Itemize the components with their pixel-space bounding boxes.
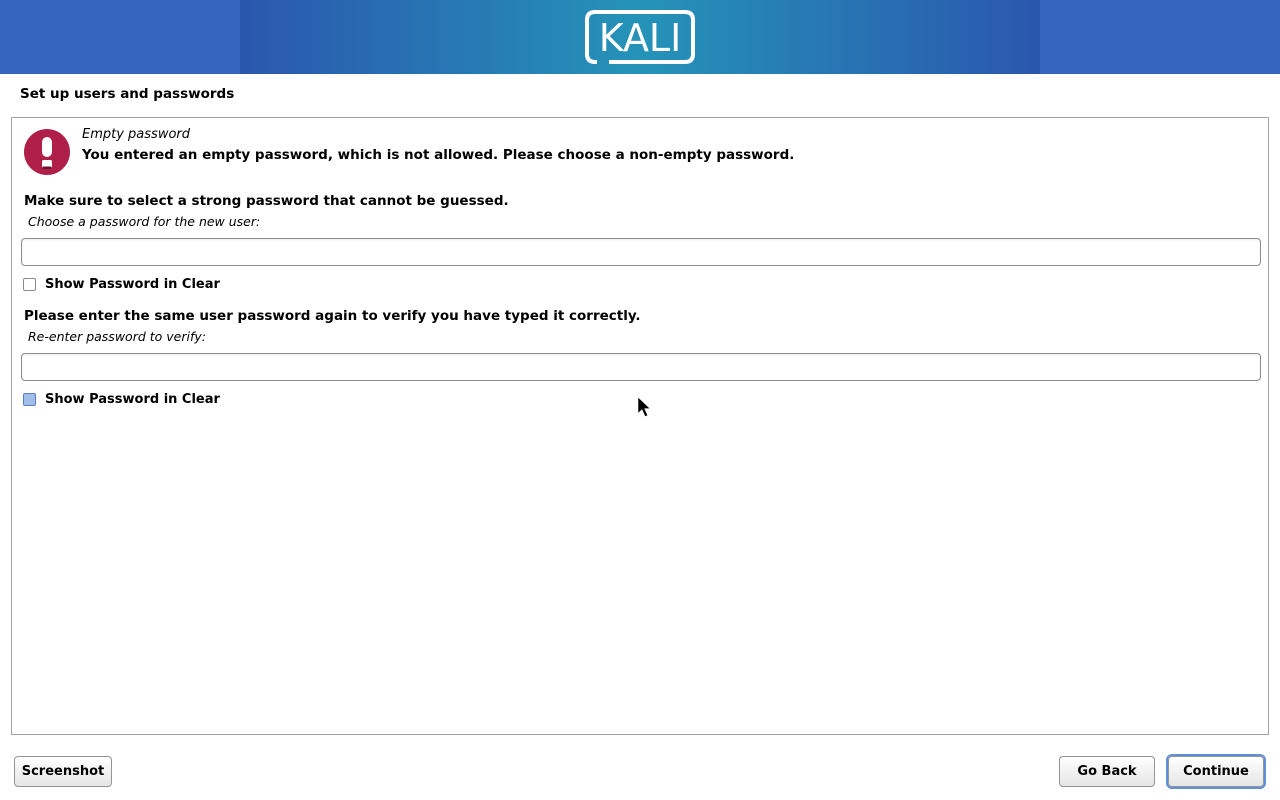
screenshot-button[interactable]: Screenshot: [14, 756, 112, 787]
show-password-verify-row[interactable]: [23, 392, 220, 407]
strong-password-note: Make sure to select a strong password that cannot be guessed.: [24, 193, 509, 209]
verify-label: Re-enter password to verify:: [28, 329, 206, 344]
continue-button[interactable]: Continue: [1168, 756, 1264, 787]
show-password-verify-label: Show Password in Clear: [45, 392, 220, 407]
password-label: Choose a password for the new user:: [28, 214, 261, 229]
kali-logo: [583, 10, 697, 64]
show-password-row[interactable]: [23, 277, 220, 292]
header-banner: [0, 0, 1280, 74]
show-password-label: Show Password in Clear: [45, 277, 220, 292]
show-password-checkbox[interactable]: [23, 278, 36, 291]
mouse-cursor: [637, 397, 651, 419]
error-message: You entered an empty password, which is not allowed. Please choose a non-empty password.: [82, 147, 795, 163]
kali-logo-text: KALI: [598, 16, 682, 60]
verify-password-input[interactable]: [21, 353, 1261, 381]
go-back-button[interactable]: Go Back: [1059, 756, 1155, 787]
show-password-verify-checkbox[interactable]: [23, 393, 36, 406]
content-box: [11, 117, 1269, 735]
error-exclamation-icon: [24, 129, 70, 175]
verify-note: Please enter the same user password again to verify you have typed it correctly.: [24, 308, 641, 324]
error-title: Empty password: [82, 127, 190, 142]
password-input[interactable]: [21, 238, 1261, 266]
page-title: Set up users and passwords: [20, 86, 235, 102]
